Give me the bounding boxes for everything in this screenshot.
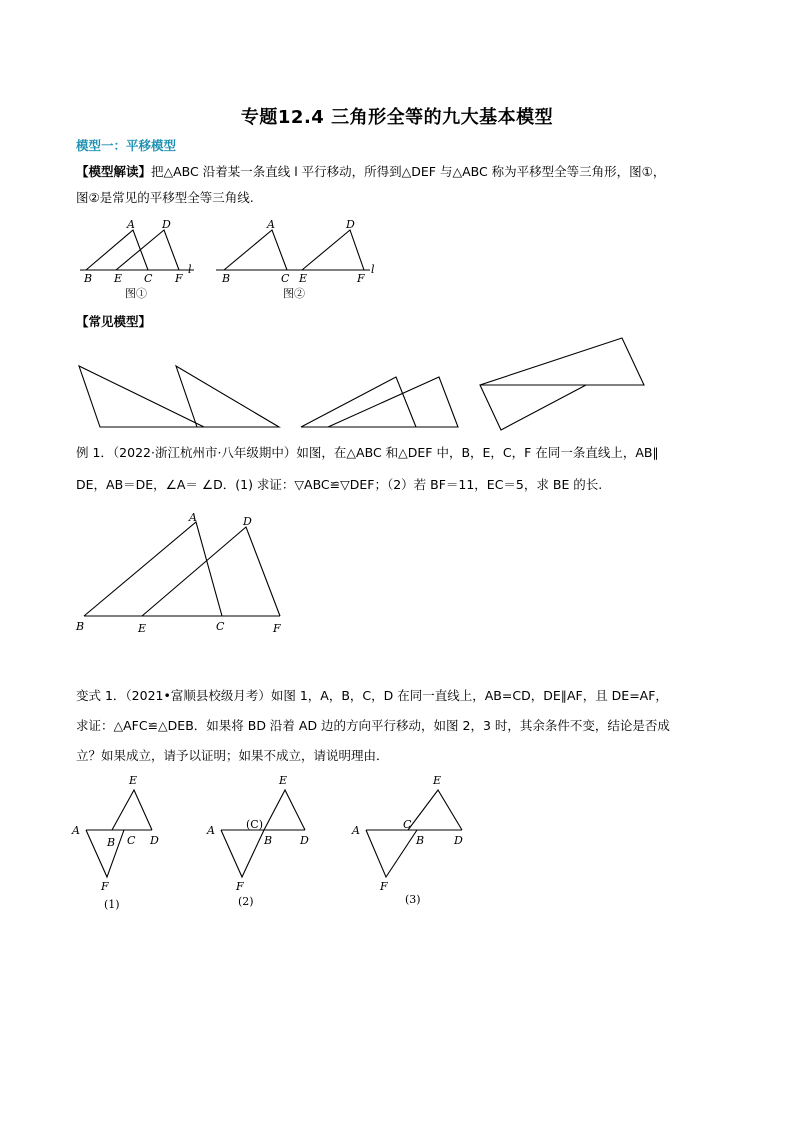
- ex1-label-b: B: [76, 620, 85, 633]
- fig1-label-a: A: [127, 218, 135, 231]
- ex1-label-f: F: [273, 622, 281, 635]
- fig1-label-f: F: [175, 272, 183, 285]
- fig2-triangle-abc: [224, 230, 287, 270]
- v1-label-e: E: [129, 774, 138, 787]
- v1-label-a: A: [72, 824, 80, 837]
- v2-triangle-afc: [221, 830, 264, 877]
- variant-figure-1: [70, 772, 170, 892]
- v2-triangle-deb: [264, 790, 305, 830]
- common-a-triangle-1: [79, 366, 204, 427]
- fig2-label-c: C: [281, 272, 290, 285]
- fig1-label-e: E: [114, 272, 123, 285]
- fig2-label-d: D: [346, 218, 355, 231]
- ex1-label-d: D: [243, 515, 252, 528]
- v3-triangle-deb: [408, 790, 462, 830]
- v2-label-a: A: [207, 824, 215, 837]
- fig2-label-f: F: [357, 272, 365, 285]
- variant-caption-3: (3): [405, 893, 421, 906]
- ex1-label-a: A: [189, 511, 197, 524]
- v2-label-c-paren: (C): [246, 818, 263, 831]
- page-title: 专题12.4 三角形全等的九大基本模型: [240, 107, 554, 128]
- fig1-label-c: C: [144, 272, 153, 285]
- fig1-label-d: D: [162, 218, 171, 231]
- ex1-label-e: E: [138, 622, 147, 635]
- fig2-label-l: l: [371, 263, 375, 276]
- fig2-label-e: E: [299, 272, 308, 285]
- v1-label-d: D: [150, 834, 159, 847]
- v3-label-c: C: [403, 818, 412, 831]
- common-c-triangle-bottom: [480, 385, 586, 430]
- fig1-caption: 图①: [125, 287, 147, 300]
- example1-figure: [72, 508, 297, 638]
- v3-triangle-afc: [366, 830, 417, 877]
- v1-label-c: C: [127, 834, 136, 847]
- example1-text: [76, 437, 726, 501]
- common-models-label: 【常见模型】: [76, 314, 152, 329]
- variant-figure-3: [350, 772, 475, 892]
- ex1-triangle-def: [142, 527, 280, 616]
- v1-triangle-deb: [112, 790, 152, 830]
- ex1-triangle-abc: [84, 522, 222, 616]
- common-a-triangle-2: [176, 366, 279, 427]
- model1-heading: 模型一：平移模型: [76, 138, 177, 153]
- v1-label-f: F: [101, 880, 109, 893]
- fig1-triangle-abc: [86, 230, 148, 270]
- fig2-triangle-def: [302, 230, 364, 270]
- v3-label-f: F: [380, 880, 388, 893]
- fig1-label-l: l: [188, 263, 192, 276]
- example1-line2: DE，AB＝DE，∠A＝ ∠D．(1) 求证：▽ABC≌▽DEF；（2）若 BF＝11，EC＝5，求 BE 的长.: [76, 477, 603, 492]
- v1-label-b: B: [107, 836, 116, 849]
- variant1-text: [76, 681, 726, 771]
- variant-figure-2: [205, 772, 320, 892]
- variant-caption-1: (1): [104, 898, 120, 911]
- fig2-label-a: A: [267, 218, 275, 231]
- variant1-line1: 变式 1．（2021•富顺县校级月考）如图 1，A，B，C，D 在同一直线上，AB=CD，DE∥AF，且 DE=AF，: [76, 688, 668, 703]
- v1-triangle-afc: [86, 830, 124, 877]
- fig1-label-b: B: [84, 272, 93, 285]
- v3-label-d: D: [454, 834, 463, 847]
- explain-label: 【模型解读】: [76, 164, 152, 179]
- common-c-triangle-top: [480, 338, 644, 385]
- fig2-label-b: B: [222, 272, 231, 285]
- variant-caption-2: (2): [238, 895, 254, 908]
- v2-label-f: F: [236, 880, 244, 893]
- explain-line1: 把△ABC 沿着某一条直线 l 平行移动，所得到△DEF 与△ABC 称为平移型全等三角形，图①，: [151, 164, 666, 179]
- common-models-figure: [76, 335, 651, 430]
- v3-label-b: B: [416, 834, 425, 847]
- explain-line2: 图②是常见的平移型全等三角线.: [76, 190, 254, 205]
- variant1-line3: 立？如果成立，请予以证明；如果不成立，请说明理由．: [76, 748, 389, 763]
- v2-label-e: E: [279, 774, 288, 787]
- model1-explanation: [76, 157, 726, 209]
- fig2-caption: 图②: [283, 287, 305, 300]
- common-b-triangle-1: [301, 377, 416, 427]
- v3-label-e: E: [433, 774, 442, 787]
- v3-label-a: A: [352, 824, 360, 837]
- variant1-line2: 求证：△AFC≌△DEB．如果将 BD 沿着 AD 边的方向平行移动，如图 2，3 时，其余条件不变，结论是否成: [76, 718, 670, 733]
- ex1-label-c: C: [216, 620, 225, 633]
- example1-line1: 例 1．（2022·浙江杭州市·八年级期中）如图，在△ABC 和△DEF 中，B，E，C，F 在同一条直线上，AB∥: [76, 445, 659, 460]
- v2-label-b: B: [264, 834, 273, 847]
- v2-label-d: D: [300, 834, 309, 847]
